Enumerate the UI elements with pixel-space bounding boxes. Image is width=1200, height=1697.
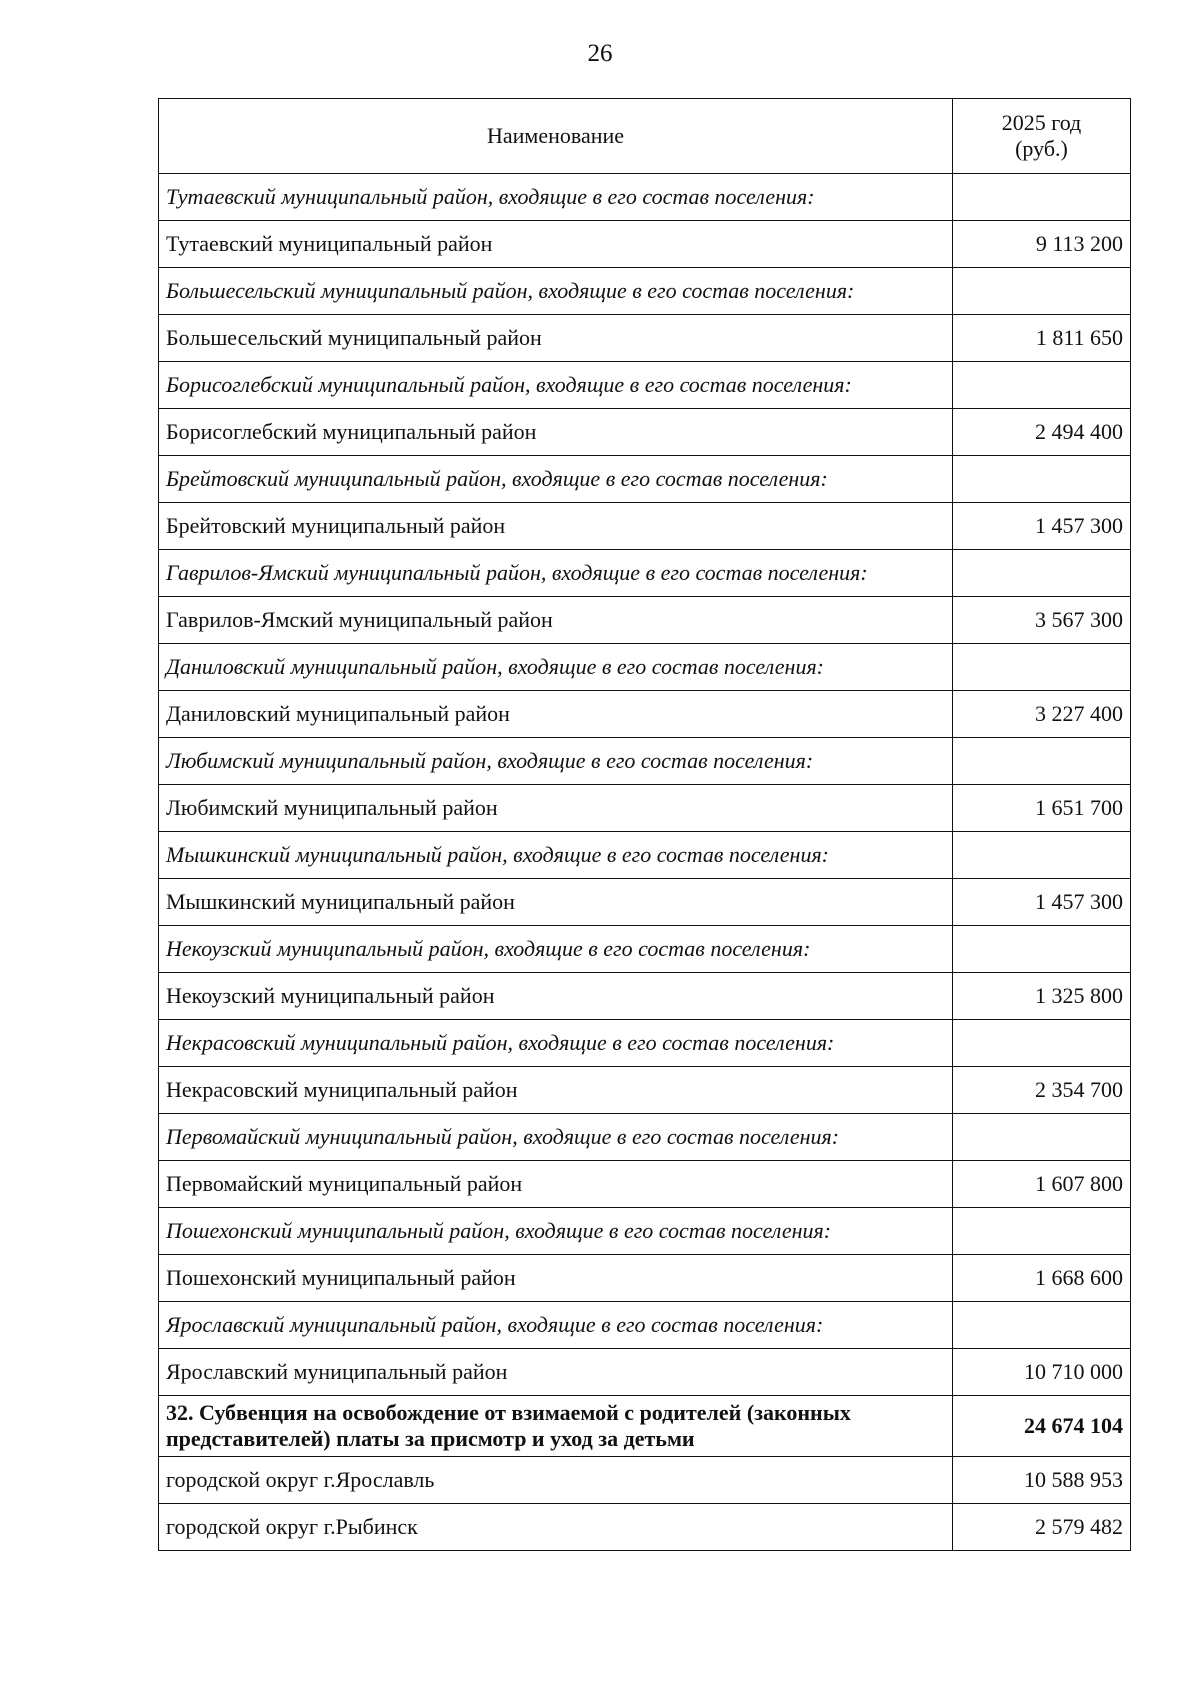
table-row: [159, 691, 1131, 738]
table-row: [159, 1255, 1131, 1302]
row-value: 1 457 300: [953, 879, 1131, 926]
table-header-row: [159, 99, 1131, 174]
row-value: [953, 738, 1131, 785]
row-name: Первомайский муниципальный район, входящие в его состав поселения:: [159, 1114, 953, 1161]
table-row: [159, 1161, 1131, 1208]
table-row: [159, 409, 1131, 456]
row-name: Некрасовский муниципальный район, входящие в его состав поселения:: [159, 1020, 953, 1067]
row-name: городской округ г.Ярославль: [159, 1457, 953, 1504]
row-name: Ярославский муниципальный район: [159, 1349, 953, 1396]
row-value: [953, 456, 1131, 503]
row-value: [953, 1302, 1131, 1349]
table-row: [159, 973, 1131, 1020]
row-name: 32. Субвенция на освобождение от взимаемой с родителей (законных представителей) платы за присмотр и уход за детьми: [159, 1396, 953, 1457]
table-row: [159, 1396, 1131, 1457]
row-value: [953, 644, 1131, 691]
table-row: [159, 268, 1131, 315]
budget-table: [158, 98, 1131, 1551]
row-name: Большесельский муниципальный район, входящие в его состав поселения:: [159, 268, 953, 315]
row-name: Большесельский муниципальный район: [159, 315, 953, 362]
row-name: Мышкинский муниципальный район: [159, 879, 953, 926]
row-name: Мышкинский муниципальный район, входящие в его состав поселения:: [159, 832, 953, 879]
row-value: [953, 1208, 1131, 1255]
row-value: 10 588 953: [953, 1457, 1131, 1504]
table-row: [159, 456, 1131, 503]
row-value: [953, 550, 1131, 597]
row-name: Пошехонский муниципальный район, входящие в его состав поселения:: [159, 1208, 953, 1255]
table-row: [159, 1349, 1131, 1396]
row-value: 2 354 700: [953, 1067, 1131, 1114]
row-name: Даниловский муниципальный район: [159, 691, 953, 738]
table-row: [159, 879, 1131, 926]
row-value: [953, 268, 1131, 315]
table-row: [159, 221, 1131, 268]
row-name: Брейтовский муниципальный район, входящие в его состав поселения:: [159, 456, 953, 503]
row-value: 1 457 300: [953, 503, 1131, 550]
row-name: Пошехонский муниципальный район: [159, 1255, 953, 1302]
row-name: Гаврилов-Ямский муниципальный район: [159, 597, 953, 644]
row-value: 1 811 650: [953, 315, 1131, 362]
row-value: [953, 832, 1131, 879]
table-row: [159, 644, 1131, 691]
row-value: [953, 1020, 1131, 1067]
table-row: [159, 1504, 1131, 1551]
row-name: городской округ г.Рыбинск: [159, 1504, 953, 1551]
table-row: [159, 926, 1131, 973]
table-row: [159, 785, 1131, 832]
row-name: Даниловский муниципальный район, входящие в его состав поселения:: [159, 644, 953, 691]
row-value: 2 494 400: [953, 409, 1131, 456]
row-name: Любимский муниципальный район, входящие в его состав поселения:: [159, 738, 953, 785]
row-name: Некоузский муниципальный район: [159, 973, 953, 1020]
row-name: Тутаевский муниципальный район, входящие в его состав поселения:: [159, 174, 953, 221]
header-name: Наименование: [159, 99, 953, 174]
row-value: 2 579 482: [953, 1504, 1131, 1551]
row-value: 1 668 600: [953, 1255, 1131, 1302]
row-value: 3 567 300: [953, 597, 1131, 644]
row-name: Некрасовский муниципальный район: [159, 1067, 953, 1114]
table-row: [159, 1457, 1131, 1504]
table-row: [159, 1302, 1131, 1349]
row-value: 1 651 700: [953, 785, 1131, 832]
table-row: [159, 315, 1131, 362]
row-value: 1 325 800: [953, 973, 1131, 1020]
table-row: [159, 738, 1131, 785]
row-name: Гаврилов-Ямский муниципальный район, входящие в его состав поселения:: [159, 550, 953, 597]
row-name: Брейтовский муниципальный район: [159, 503, 953, 550]
table-row: [159, 597, 1131, 644]
table-row: [159, 550, 1131, 597]
row-value: 10 710 000: [953, 1349, 1131, 1396]
table-row: [159, 174, 1131, 221]
page-number: 26: [587, 40, 613, 67]
row-name: Борисоглебский муниципальный район, входящие в его состав поселения:: [159, 362, 953, 409]
table-body: [159, 174, 1131, 1551]
row-name: Некоузский муниципальный район, входящие в его состав поселения:: [159, 926, 953, 973]
table-row: [159, 1208, 1131, 1255]
row-value: 24 674 104: [953, 1396, 1131, 1457]
table-row: [159, 362, 1131, 409]
row-value: [953, 362, 1131, 409]
row-value: [953, 174, 1131, 221]
table-row: [159, 1067, 1131, 1114]
table-row: [159, 503, 1131, 550]
row-name: Первомайский муниципальный район: [159, 1161, 953, 1208]
row-value: 1 607 800: [953, 1161, 1131, 1208]
header-year-line1: 2025 год: [1001, 110, 1082, 135]
row-name: Любимский муниципальный район: [159, 785, 953, 832]
row-value: 9 113 200: [953, 221, 1131, 268]
row-value: [953, 1114, 1131, 1161]
row-name: Ярославский муниципальный район, входящие в его состав поселения:: [159, 1302, 953, 1349]
row-value: 3 227 400: [953, 691, 1131, 738]
row-value: [953, 926, 1131, 973]
table-row: [159, 1114, 1131, 1161]
row-name: Борисоглебский муниципальный район: [159, 409, 953, 456]
table-row: [159, 832, 1131, 879]
row-name: Тутаевский муниципальный район: [159, 221, 953, 268]
header-year: [953, 99, 1131, 174]
header-year-line2: (руб.): [1015, 136, 1068, 161]
table-row: [159, 1020, 1131, 1067]
